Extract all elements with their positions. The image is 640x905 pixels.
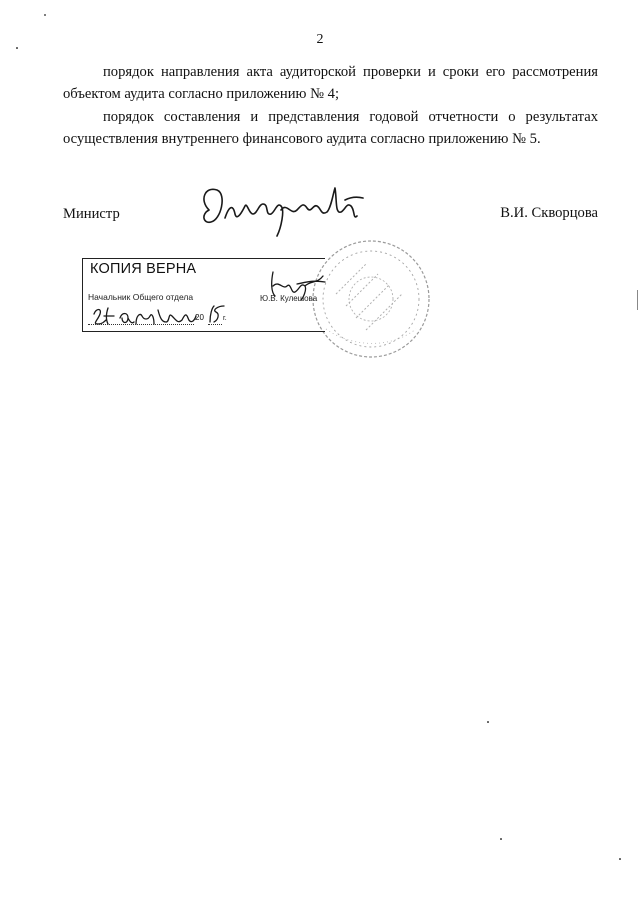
- year-underline: [208, 324, 222, 325]
- handwritten-date: [88, 302, 238, 326]
- date-underline: [88, 324, 194, 325]
- scan-speck: [500, 838, 502, 840]
- copy-stamp-title: КОПИЯ ВЕРНА: [90, 261, 197, 277]
- copy-stamp: [82, 258, 328, 334]
- year-suffix: г.: [223, 315, 227, 322]
- paragraph-1: порядок направления акта аудиторской проверки и сроки его рассмотрения объектом аудита согласно приложению № 4;: [63, 64, 598, 102]
- scan-speck: [637, 290, 638, 310]
- scan-speck: [619, 858, 621, 860]
- paragraph-2: порядок составления и представления годовой отчетности о результатах осуществления внутреннего финансового аудита согласно приложению № 5.: [63, 109, 598, 147]
- year-prefix: 20: [195, 313, 204, 322]
- scan-speck: [487, 721, 489, 723]
- copy-stamp-role: Начальник Общего отдела: [88, 292, 194, 302]
- minister-signature: [195, 180, 370, 240]
- scan-speck: [44, 14, 46, 16]
- signatory-name: В.И. Скворцова: [500, 205, 598, 221]
- signatory-position: Министр: [63, 206, 120, 222]
- copy-stamp-person: Ю.В. Кулешова: [260, 294, 318, 303]
- scan-speck: [16, 47, 18, 49]
- page-number: 2: [316, 32, 324, 47]
